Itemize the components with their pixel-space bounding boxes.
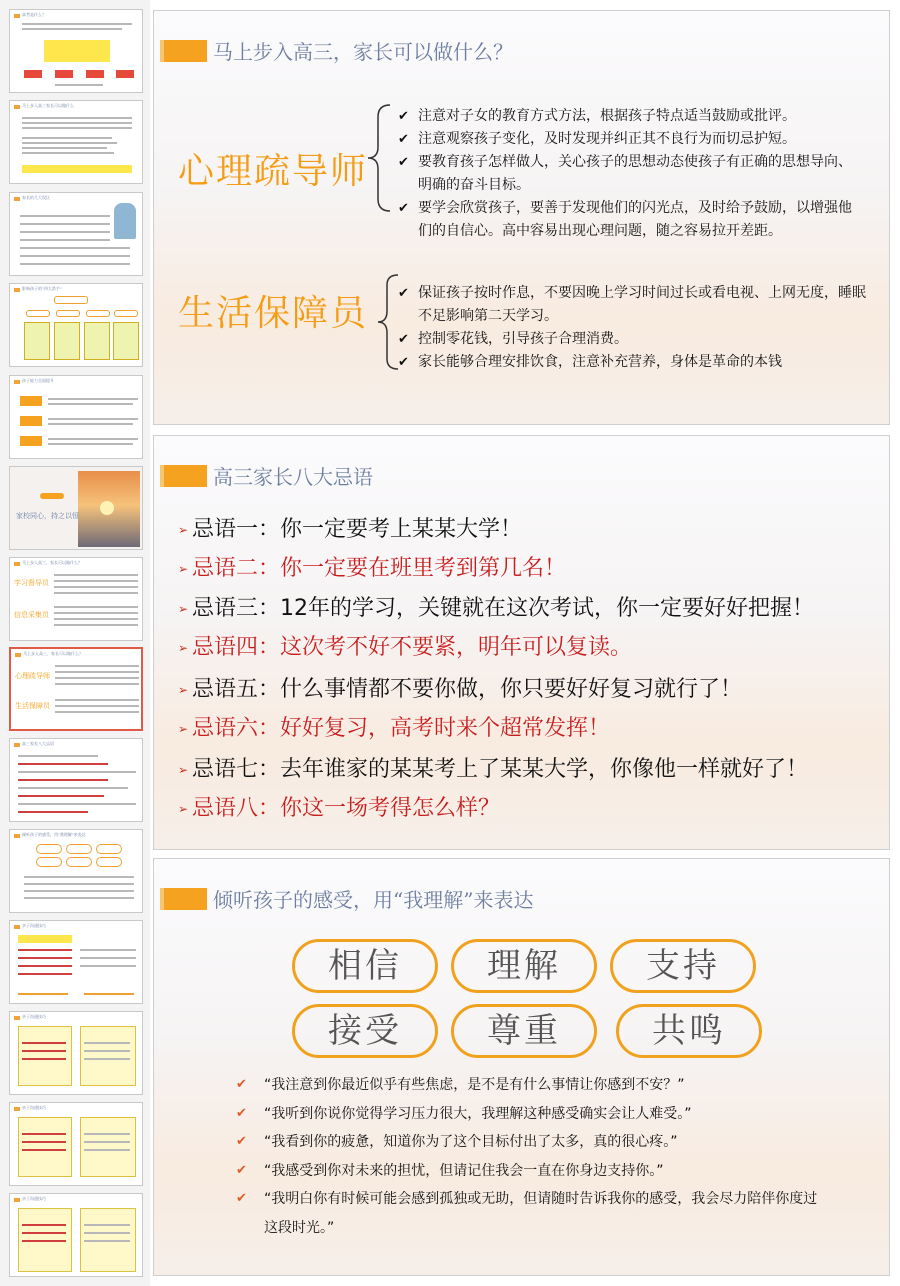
role-label-counselor: 心理疏导师 xyxy=(178,151,369,192)
list-item: ✔ 注意对子女的教育方式方法，根据孩子特点适当鼓励或批评。 xyxy=(398,105,858,128)
pill-respect: 尊重 xyxy=(451,1004,597,1058)
taboo-item-4: ➢ 忌语四：这次考不好不要紧，明年可以复读。 xyxy=(178,635,633,660)
quote-list xyxy=(236,1071,826,1242)
title-accent-bar xyxy=(164,40,207,62)
slide-thumbnail-8-selected[interactable]: 马上步入高三，家长可以做什么？ 心理疏导师 生活保障员 xyxy=(9,647,143,731)
role-label-life-support: 生活保障员 xyxy=(178,293,369,334)
title-accent-bar xyxy=(164,888,207,910)
taboo-item-8: ➢ 忌语八：你这一场考得怎么样？ xyxy=(178,796,501,821)
pill-resonate: 共鸣 xyxy=(616,1004,762,1058)
slide-thumbnail-pane[interactable] xyxy=(0,0,150,1286)
arrow-icon: ➢ xyxy=(178,763,189,777)
taboo-item-2: ➢ 忌语二：你一定要在班里考到第几名！ xyxy=(178,556,567,581)
counselor-item-list xyxy=(398,105,858,243)
list-item: ✔ “我注意到你最近似乎有些焦虑，是不是有什么事情让你感到不安？” xyxy=(236,1071,826,1100)
arrow-icon: ➢ xyxy=(178,683,189,697)
list-item: ✔ 保证孩子按时作息，不要因晚上学习时间过长或看电视、上网无度，睡眠不足影响第二天学习。 xyxy=(398,282,878,328)
list-item: ✔ 要教育孩子怎样做人，关心孩子的思想动态使孩子有正确的思想导向、明确的奋斗目标。 xyxy=(398,151,858,197)
taboo-item-6: ➢ 忌语六：好好复习，高考时来个超常发挥！ xyxy=(178,716,611,741)
arrow-icon: ➢ xyxy=(178,641,189,655)
slide-eight-taboos xyxy=(153,435,890,850)
slide-thumbnail-7[interactable]: 马上步入高三，家长可以做什么？ 学习督导员 信息采集员 xyxy=(9,557,143,641)
thumbnail-caption: 家校同心，持之以恒 xyxy=(16,512,79,520)
list-item: ✔ “我看到你的疲惫，知道你为了这个目标付出了太多，真的很心疼。” xyxy=(236,1128,826,1157)
list-item: ✔ 控制零花钱，引导孩子合理消费。 xyxy=(398,328,878,351)
slide-thumbnail-3[interactable]: 家长的几大误区 xyxy=(9,192,143,276)
taboo-item-7: ➢ 忌语七：去年谁家的某某考上了某某大学，你像他一样就好了！ xyxy=(178,757,809,782)
brace-icon xyxy=(376,273,400,371)
life-support-item-list xyxy=(398,282,878,374)
arrow-icon: ➢ xyxy=(178,523,189,537)
list-item: ✔ 注意观察孩子变化，及时发现并纠正其不良行为而切忌护短。 xyxy=(398,128,858,151)
slide-thumbnail-13[interactable]: 亲子沟通技巧 xyxy=(9,1102,143,1186)
slide-thumbnail-11[interactable]: 亲子沟通技巧 xyxy=(9,920,143,1004)
list-item: ✔ “我听到你说你觉得学习压力很大，我理解这种感受确实会让人难受。” xyxy=(236,1100,826,1129)
title-accent-bar xyxy=(164,465,207,487)
taboo-item-5: ➢ 忌语五：什么事情都不要你做，你只要好好复习就行了！ xyxy=(178,677,743,702)
slide-thumbnail-1[interactable] xyxy=(9,9,143,93)
arrow-icon: ➢ xyxy=(178,722,189,736)
slide-thumbnail-14[interactable]: 亲子沟通技巧 xyxy=(9,1193,143,1277)
pill-understand: 理解 xyxy=(451,939,597,993)
thumbnail-title: 高考是什么？ xyxy=(22,12,46,17)
pill-accept: 接受 xyxy=(292,1004,438,1058)
list-item: ✔ “我感受到你对未来的担忧，但请记住我会一直在你身边支持你。” xyxy=(236,1157,826,1186)
slide-thumbnail-5[interactable]: 孩子能力全面提升 xyxy=(9,375,143,459)
arrow-icon: ➢ xyxy=(178,602,189,616)
slide-thumbnail-10[interactable]: 倾听孩子的感受，用"我理解"来表达 xyxy=(9,829,143,913)
slide-title: 马上步入高三，家长可以做什么？ xyxy=(213,40,513,64)
slide-thumbnail-2[interactable]: 马上步入高三家长可以做什么 xyxy=(9,100,143,184)
arrow-icon: ➢ xyxy=(178,562,189,576)
slide-title: 倾听孩子的感受，用“我理解”来表达 xyxy=(213,888,534,912)
slide-thumbnail-9[interactable]: 高三家长八大忌语 xyxy=(9,738,143,822)
slide-thumbnail-6[interactable] xyxy=(9,466,143,550)
arrow-icon: ➢ xyxy=(178,802,189,816)
slide-parent-roles xyxy=(153,10,890,425)
slide-thumbnail-4[interactable]: 影响孩子的"四大杀手" xyxy=(9,283,143,367)
taboo-item-1: ➢ 忌语一：你一定要考上某某大学！ xyxy=(178,517,523,542)
list-item: ✔ 要学会欣赏孩子，要善于发现他们的闪光点，及时给予鼓励，以增强他们的自信心。高中容易出现心理问题，随之容易拉开差距。 xyxy=(398,197,858,243)
taboo-item-3: ➢ 忌语三：12年的学习，关键就在这次考试，你一定要好好把握！ xyxy=(178,596,815,621)
slide-thumbnail-12[interactable]: 亲子沟通技巧 xyxy=(9,1011,143,1095)
pill-support: 支持 xyxy=(610,939,756,993)
pill-believe: 相信 xyxy=(292,939,438,993)
slide-listen-understand xyxy=(153,858,890,1276)
list-item: ✔ 家长能够合理安排饮食，注意补充营养，身体是革命的本钱 xyxy=(398,351,878,374)
brace-icon xyxy=(366,103,392,213)
list-item: ✔ “我明白你有时候可能会感到孤独或无助，但请随时告诉我你的感受，我会尽力陪伴你度过这段时光。” xyxy=(236,1185,826,1242)
slide-title: 高三家长八大忌语 xyxy=(213,465,373,489)
